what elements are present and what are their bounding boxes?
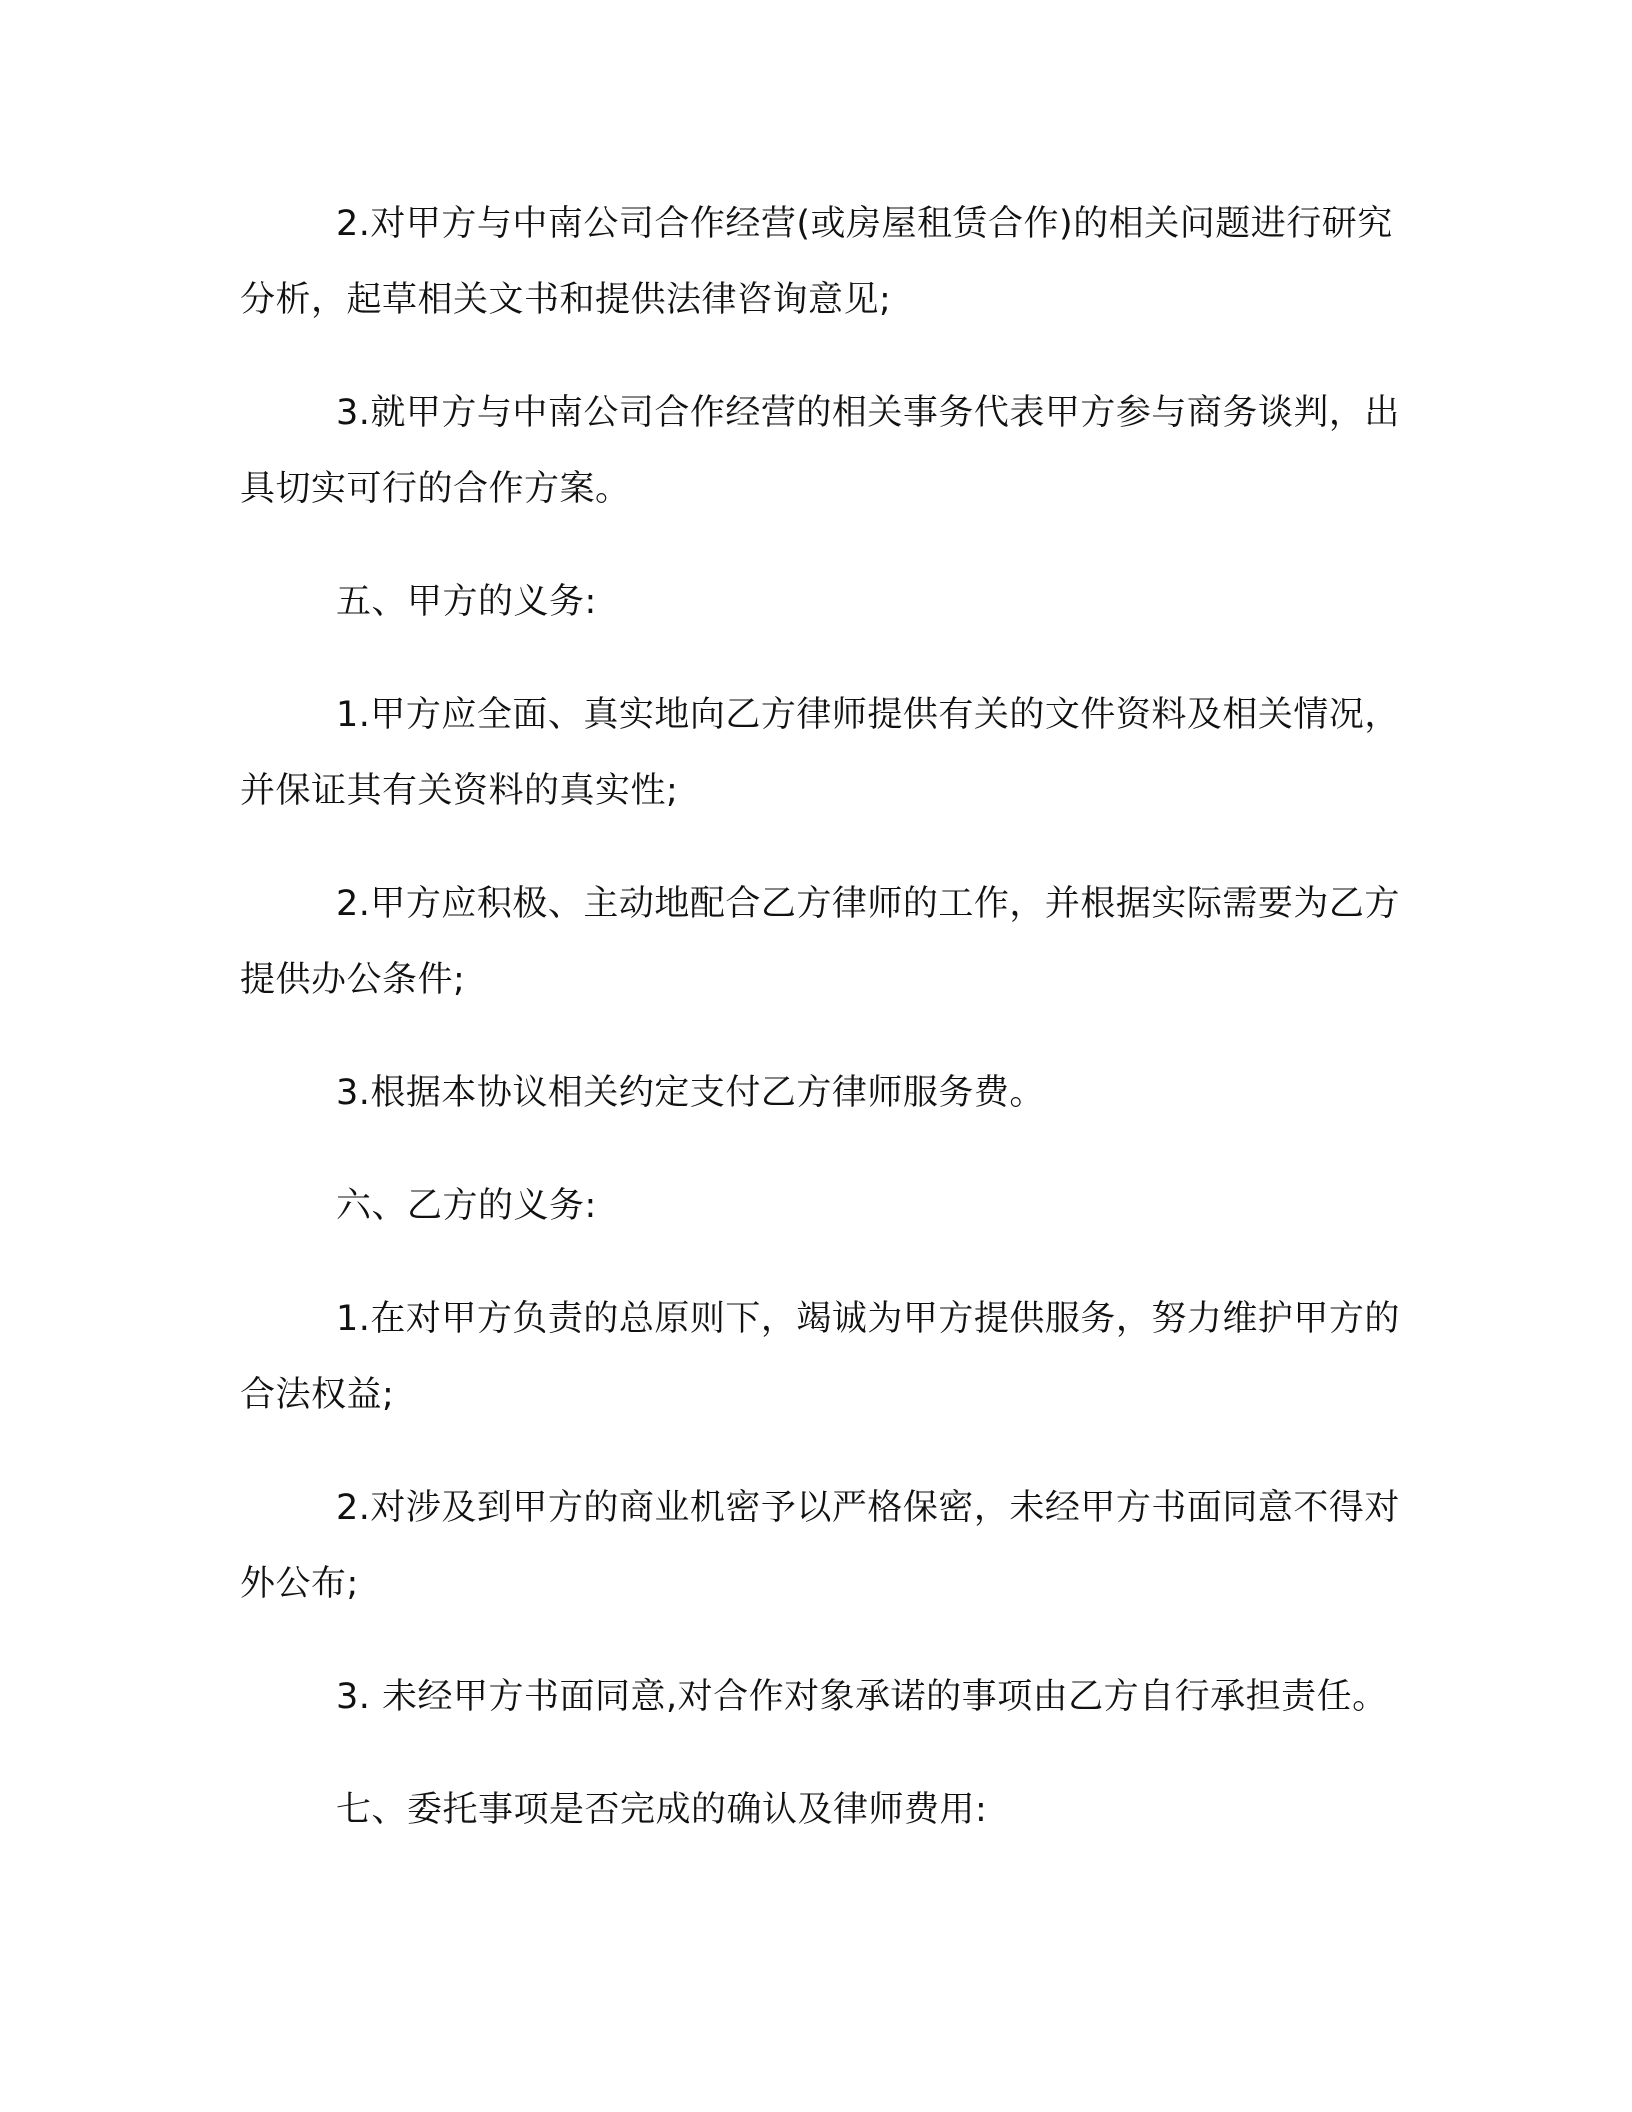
paragraph-party-b-item-3: 3. 未经甲方书面同意,对合作对象承诺的事项由乙方自行承担责任。	[336, 1677, 1388, 1717]
document-body	[240, 186, 1400, 1885]
paragraph-party-b-item-1: 1.在对甲方负责的总原则下，竭诚为甲方提供服务，努力维护甲方的合法权益;	[240, 1299, 1400, 1415]
paragraph-party-a-item-3: 3.根据本协议相关约定支付乙方律师服务费。	[336, 1073, 1045, 1113]
paragraph-party-b-item-2: 2.对涉及到甲方的商业机密予以严格保密，未经甲方书面同意不得对外公布;	[240, 1488, 1400, 1604]
paragraph-service-item-2: 2.对甲方与中南公司合作经营(或房屋租赁合作)的相关问题进行研究分析，起草相关文书和提供法律咨询意见;	[240, 204, 1393, 320]
section-heading-party-b-obligations: 六、乙方的义务:	[336, 1186, 597, 1226]
paragraph-service-item-3: 3.就甲方与中南公司合作经营的相关事务代表甲方参与商务谈判，出具切实可行的合作方案。	[240, 393, 1400, 509]
paragraph-party-a-item-1: 1.甲方应全面、真实地向乙方律师提供有关的文件资料及相关情况，并保证其有关资料的真实性;	[240, 695, 1400, 811]
paragraph-party-a-item-2: 2.甲方应积极、主动地配合乙方律师的工作，并根据实际需要为乙方提供办公条件;	[240, 884, 1400, 1000]
section-heading-party-a-obligations: 五、甲方的义务:	[336, 582, 597, 622]
section-heading-completion-and-fees: 七、委托事项是否完成的确认及律师费用:	[336, 1790, 988, 1830]
